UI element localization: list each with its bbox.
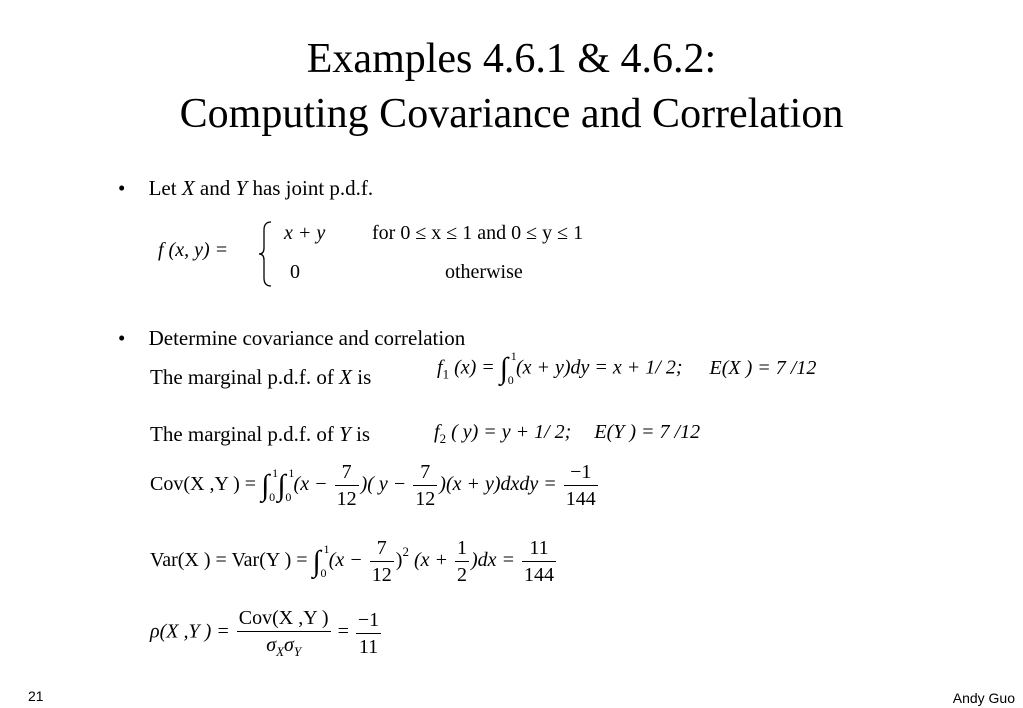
marginal-x-f: f <box>437 356 443 379</box>
sigma-y-sub: Y <box>293 644 302 659</box>
bullet-1 <box>118 178 373 199</box>
rho-equals: = <box>337 620 349 643</box>
slide-title-line1: Examples 4.6.1 & 4.6.2: <box>306 36 717 82</box>
marginal-x-expectation: E(X ) = 7 /12 <box>709 356 817 379</box>
int-upper: 1 <box>288 465 295 480</box>
marginal-y-label <box>150 424 370 445</box>
bullet-dot: • <box>118 326 126 350</box>
var-part2: ) <box>395 549 403 572</box>
fraction <box>237 608 331 658</box>
int-upper: 1 <box>510 349 517 363</box>
fraction <box>413 462 437 509</box>
int-lower: 0 <box>320 565 327 580</box>
marginal-y-sub: 2 <box>439 431 447 446</box>
marginal-y-f: f <box>434 421 440 443</box>
cov-equation <box>150 462 600 509</box>
pdf-brace <box>258 220 274 288</box>
bullet-1-x: X <box>181 176 195 200</box>
marginal-x-label-pre: The marginal p.d.f. of <box>150 365 334 389</box>
cov-lhs: Cov(X ,Y ) = <box>150 473 257 496</box>
marginal-x-arg: (x) = <box>454 356 495 379</box>
marginal-y-var: Y <box>339 422 351 446</box>
fraction <box>564 462 598 509</box>
fraction-den: 144 <box>524 564 555 586</box>
marginal-x-sub: 1 <box>442 366 450 382</box>
marginal-y-label-post: is <box>356 422 371 446</box>
fraction <box>455 538 469 585</box>
sigma-x-sub: X <box>276 644 285 659</box>
pdf-case2-expr: 0 <box>290 261 300 283</box>
int-lower: 0 <box>507 373 514 387</box>
page-number: 21 <box>28 688 44 704</box>
marginal-x-label-post: is <box>357 365 372 389</box>
fraction-num: 7 <box>335 462 359 486</box>
fraction-den: 2 <box>457 564 467 586</box>
fraction-num: −1 <box>564 462 598 486</box>
var-equation <box>150 538 558 585</box>
var-lhs: Var(X ) = Var(Y ) = <box>150 549 308 572</box>
marginal-y-label-pre: The marginal p.d.f. of <box>150 422 334 446</box>
rho-equation <box>150 608 383 658</box>
marginal-x-var: X <box>339 365 352 389</box>
marginal-y-expectation: E(Y ) = 7 /12 <box>594 421 701 443</box>
fraction <box>356 610 381 657</box>
marginal-x-label <box>150 367 371 388</box>
slide-title-line2: Computing Covariance and Correlation <box>179 91 844 137</box>
int-lower: 0 <box>285 489 292 504</box>
sigma-y: σ <box>284 634 294 656</box>
sigma-x: σ <box>266 634 277 656</box>
integral-sign: ∫ 1 0 <box>277 465 295 504</box>
integral-sign: ∫ 1 0 <box>499 349 517 387</box>
fraction-num: 7 <box>413 462 437 486</box>
fraction-den: 12 <box>336 488 357 510</box>
fraction-num: Cov(X ,Y ) <box>237 608 331 632</box>
bullet-dot: • <box>118 176 126 200</box>
marginal-x-integrand: (x + y)dy = x + 1/ 2; <box>515 356 683 379</box>
fraction-den <box>237 632 331 658</box>
fraction-den: 12 <box>371 564 392 586</box>
bullet-2 <box>118 328 465 349</box>
rho-lhs: ρ(X ,Y ) = <box>150 620 230 643</box>
pdf-case1-cond: for 0 ≤ x ≤ 1 and 0 ≤ y ≤ 1 <box>372 222 584 244</box>
fraction-num: −1 <box>356 610 381 634</box>
bullet-2-text: Determine covariance and correlation <box>148 326 466 350</box>
fraction-den: 12 <box>415 488 436 510</box>
pdf-case1-expr: x + y <box>284 222 326 244</box>
fraction-num: 7 <box>370 538 394 562</box>
fraction <box>522 538 556 585</box>
int-lower: 0 <box>269 489 276 504</box>
var-part4: )dx = <box>471 549 516 572</box>
int-upper: 1 <box>323 541 330 556</box>
integral-sign: ∫ 1 0 <box>261 465 279 504</box>
var-part1: (x − <box>328 549 363 572</box>
fraction <box>370 538 394 585</box>
var-part3: (x + <box>413 549 448 572</box>
cov-part2: )( y − <box>360 473 407 496</box>
marginal-x-eq <box>437 349 817 387</box>
pdf-case2-cond: otherwise <box>445 261 523 283</box>
int-upper: 1 <box>272 465 279 480</box>
fraction-den: 11 <box>358 635 379 658</box>
bullet-1-post: has joint p.d.f. <box>252 176 374 200</box>
integral-sign: ∫ 1 0 <box>312 541 330 580</box>
pdf-lhs: f (x, y) = <box>158 239 229 261</box>
fraction-den: 144 <box>565 488 596 510</box>
bullet-1-y: Y <box>235 176 248 200</box>
bullet-1-pre: Let <box>148 176 177 200</box>
fraction <box>335 462 359 509</box>
fraction-num: 1 <box>455 538 469 562</box>
fraction-num: 11 <box>522 538 556 562</box>
cov-part1: (x − <box>293 473 328 496</box>
marginal-y-eq <box>434 422 700 445</box>
marginal-y-arg: ( y) = y + 1/ 2; <box>451 421 572 443</box>
bullet-1-mid: and <box>199 176 231 200</box>
footer-author: Andy Guo <box>952 690 1015 706</box>
var-exponent: 2 <box>402 544 409 560</box>
cov-part3: )(x + y)dxdy = <box>439 473 557 496</box>
